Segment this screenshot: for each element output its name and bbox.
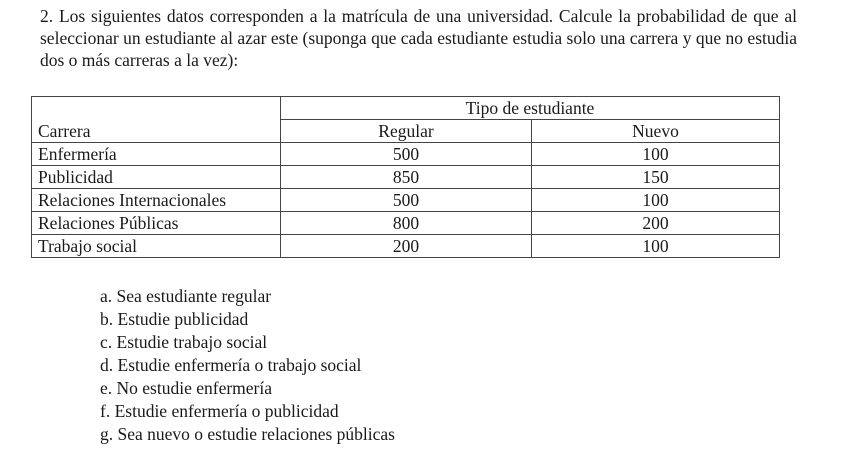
header-regular: Regular: [281, 120, 532, 143]
cell-nuevo: 100: [532, 189, 780, 212]
enrollment-table: [31, 96, 780, 258]
question-list: [100, 285, 395, 446]
cell-nuevo: 200: [532, 212, 780, 235]
table-row: [32, 189, 780, 212]
cell-carrera: Trabajo social: [32, 235, 281, 258]
question-item: f. Estudie enfermería o publicidad: [100, 401, 339, 421]
table-header-row-group: [32, 97, 780, 120]
cell-nuevo: 150: [532, 166, 780, 189]
question-item: b. Estudie publicidad: [100, 309, 249, 329]
cell-nuevo: 100: [532, 143, 780, 166]
cell-regular: 500: [281, 143, 532, 166]
header-nuevo: Nuevo: [532, 120, 780, 143]
cell-regular: 500: [281, 189, 532, 212]
problem-statement: 2. Los siguientes datos corresponden a la matrícula de una universidad. Calcule la probabilidad de que al seleccionar un estudiante al azar este (suponga que cada estudiante estudia solo una carrera y que no estudia dos o más carreras a la vez):: [40, 6, 797, 70]
question-item: e. No estudie enfermería: [100, 378, 273, 398]
question-item: g. Sea nuevo o estudie relaciones públicas: [100, 424, 395, 444]
header-carrera: Carrera: [32, 97, 281, 143]
cell-regular: 850: [281, 166, 532, 189]
table-row: [32, 166, 780, 189]
question-item: c. Estudie trabajo social: [100, 332, 268, 352]
cell-regular: 800: [281, 212, 532, 235]
cell-nuevo: 100: [532, 235, 780, 258]
cell-regular: 200: [281, 235, 532, 258]
cell-carrera: Enfermería: [32, 143, 281, 166]
cell-carrera: Relaciones Públicas: [32, 212, 281, 235]
table-row: [32, 143, 780, 166]
table-row: [32, 235, 780, 258]
question-item: d. Estudie enfermería o trabajo social: [100, 355, 362, 375]
cell-carrera: Relaciones Internacionales: [32, 189, 281, 212]
cell-carrera: Publicidad: [32, 166, 281, 189]
question-item: a. Sea estudiante regular: [100, 286, 272, 306]
header-tipo-estudiante: Tipo de estudiante: [281, 97, 780, 120]
table-row: [32, 212, 780, 235]
